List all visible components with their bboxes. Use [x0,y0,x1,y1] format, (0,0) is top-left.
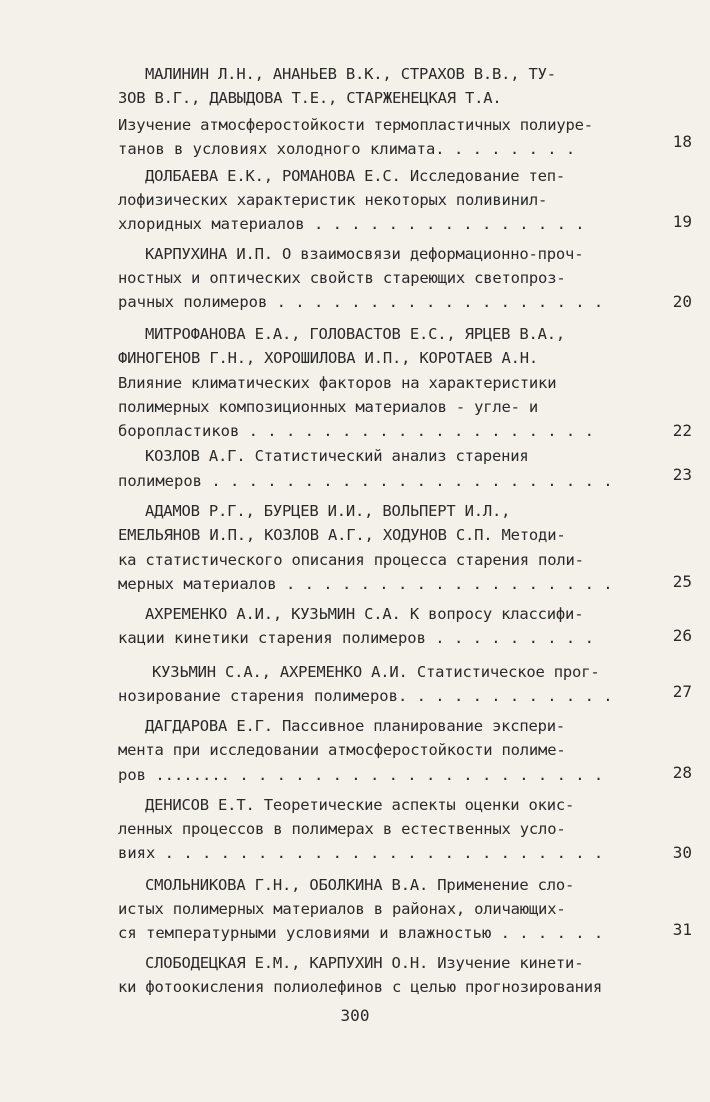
entry-line: хлоридных материалов . . . . . . . . . . . . . . . [118,215,585,233]
page-reference: 30 [672,843,692,862]
entry-line: КОЗЛОВ А.Г. Статистический анализ старения [145,447,529,465]
page-reference: 23 [672,465,692,484]
entry-line: виях . . . . . . . . . . . . . . . . . . . . . . . . [118,844,604,862]
entry-line: КУЗЬМИН С.А., АХРЕМЕНКО А.И. Статистическое прог- [152,663,600,681]
entry-line: танов в условиях холодного климата. . . . . . . . [118,140,576,158]
entry-line: лофизических характеристик некоторых поливинил- [118,191,548,209]
entry-line: истых полимерных материалов в районах, оличающих- [118,900,566,918]
entry-line: ров ........ . . . . . . . . . . . . . . . . . . . . [118,766,604,784]
entry-line: АДАМОВ Р.Г., БУРЦЕВ И.И., ВОЛЬПЕРТ И.Л., [145,502,511,520]
entry-line: боропластиков . . . . . . . . . . . . . . . . . . . [118,422,594,440]
entry-line: ДЕНИСОВ Е.Т. Теоретические аспекты оценки окис- [145,796,575,814]
entry-line: полимерных композиционных материалов - угле- и [118,398,539,416]
entry-line: кации кинетики старения полимеров . . . . . . . . . [118,629,594,647]
entry-line: ка статистического описания процесса старения поли- [118,551,584,569]
page-reference: 31 [672,920,692,939]
entry-line: ДОЛБАЕВА Е.К., РОМАНОВА Е.С. Исследование теп- [145,167,566,185]
entry-line: Изучение атмосферостойкости термопластичных полиуре- [118,116,593,134]
page-reference: 22 [672,421,692,440]
entry-line: АХРЕМЕНКО А.И., КУЗЬМИН С.А. К вопросу классифи- [145,605,584,623]
entry-line: мерных материалов . . . . . . . . . . . . . . . . . . [118,575,613,593]
entry-line: ностных и оптических свойств стареющих светопроз- [118,269,566,287]
entry-line: ленных процессов в полимерах в естественных усло- [118,820,566,838]
entry-line: ки фотоокисления полиолефинов с целью прогнозирования [118,978,602,996]
page-number: 300 [340,1006,370,1025]
page-reference: 28 [672,763,692,782]
page-reference: 20 [672,292,692,311]
entry-line: ся температурными условиями и влажностью . . . . . . [118,924,604,942]
entry-line: ЕМЕЛЬЯНОВ И.П., КОЗЛОВ А.Г., ХОДУНОВ С.П. Методи- [118,526,566,544]
entry-line: полимеров . . . . . . . . . . . . . . . . . . . . . . [118,472,613,490]
page-reference: 25 [672,572,692,591]
page-reference: 27 [672,682,692,701]
entry-line: ЗОВ В.Г., ДАВЫДОВА Т.Е., СТАРЖЕНЕЦКАЯ Т.А. [118,89,502,107]
entry-line: МИТРОФАНОВА Е.А., ГОЛОВАСТОВ Е.С., ЯРЦЕВ В.А., [145,325,566,343]
page-reference: 18 [672,132,692,151]
page-reference: 26 [672,626,692,645]
entry-line: мента при исследовании атмосферостойкости полиме- [118,741,566,759]
entry-line: КАРПУХИНА И.П. О взаимосвязи деформационно-проч- [145,245,584,263]
entry-line: МАЛИНИН Л.Н., АНАНЬЕВ В.К., СТРАХОВ В.В., ТУ- [145,65,556,83]
entry-line: СЛОБОДЕЦКАЯ Е.М., КАРПУХИН О.Н. Изучение кинети- [145,954,584,972]
entry-line: ДАГДАРОВА Е.Г. Пассивное планирование экспери- [145,717,566,735]
entry-line: рачных полимеров . . . . . . . . . . . . . . . . . . [118,293,604,311]
entry-line: нозирование старения полимеров. . . . . . . . . . . . [118,687,613,705]
entry-line: ФИНОГЕНОВ Г.Н., ХОРОШИЛОВА И.П., КОРОТАЕВ А.Н. [118,349,539,367]
entry-line: Влияние климатических факторов на характеристики [118,374,557,392]
page-reference: 19 [672,212,692,231]
entry-line: СМОЛЬНИКОВА Г.Н., ОБОЛКИНА В.А. Применение сло- [145,876,575,894]
